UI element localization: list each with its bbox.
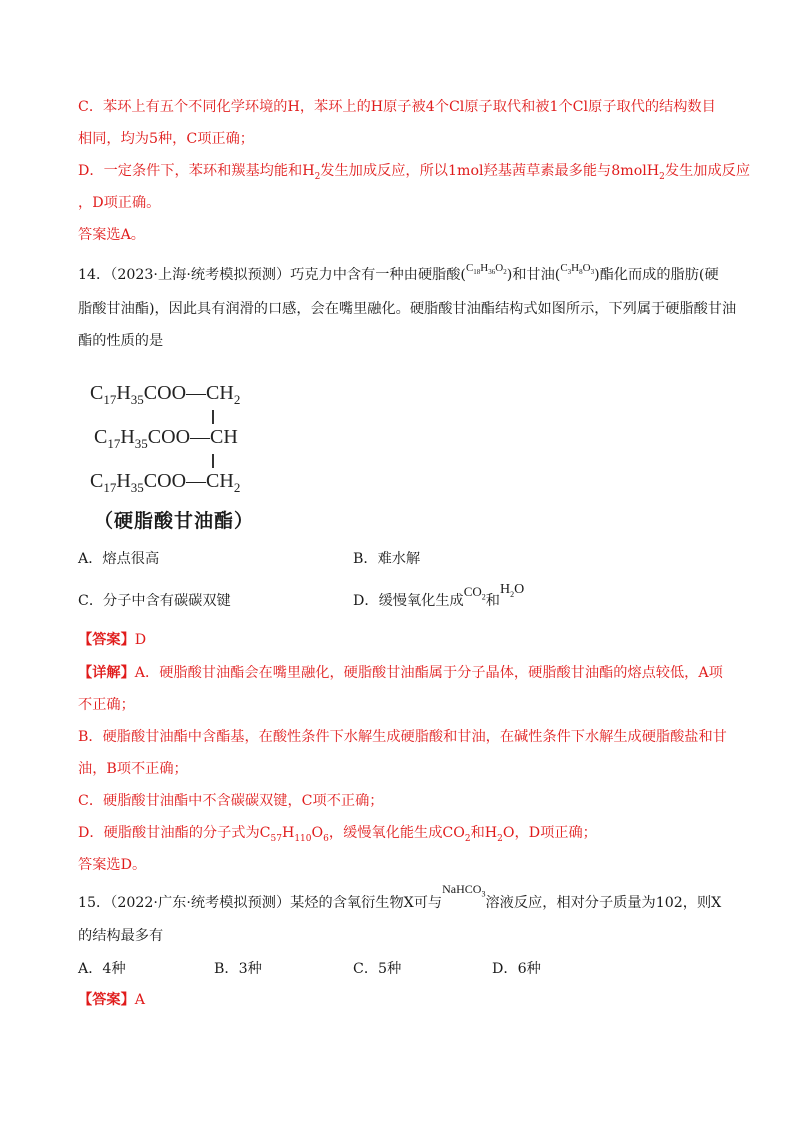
q15-option-b[interactable]: B．3种 xyxy=(214,961,262,977)
q14-option-b[interactable]: B．难水解 xyxy=(353,551,421,567)
prev-c-line1: C．苯环上有五个不同化学环境的H，苯环上的H原子被4个Cl原子取代和被1个Cl原子取代的结构数目 xyxy=(78,99,716,115)
glycerol-formula: $C_3H_8O_3$ xyxy=(560,262,595,277)
bond-line-2 xyxy=(212,454,214,468)
prev-d-line1: D．一定条件下，苯环和羰基均能和$H_2$发生加成反应，所以1mol羟基茜草素最多能与8molH$_2$发生加成反应 xyxy=(78,163,751,182)
h2o-formula: $H_2O$ xyxy=(499,582,525,599)
structure-row-3: $C_{17}H_{35}COO—CH_2$ xyxy=(90,470,241,495)
nahco3-formula: NaHCO3 xyxy=(442,882,486,899)
q14-line3: 酯的性质的是 xyxy=(78,333,164,349)
q15-line1: 15．（2022·广东·统考模拟预测）某烃的含氧衍生物X可与$^{NaHCO_3}$溶液反应，相对分子质量为102，则X xyxy=(78,882,722,911)
q14-detail-a2: 不正确； xyxy=(78,697,135,713)
structure-caption: （硬脂酸甘油酯） xyxy=(94,510,255,532)
prev-answer: 答案选A。 xyxy=(78,227,145,243)
q15-line2: 的结构最多有 xyxy=(78,928,164,944)
q14-line1: 14．（2023·上海·统考模拟预测）巧克力中含有一种由硬脂酸$(C_{18}H_{36}O_2)$和甘油$(C_3H_8O_3)$酯化而成的脂肪(硬 xyxy=(78,265,719,290)
q14-detail-b2: 油，B项不正确； xyxy=(78,761,188,777)
q14-option-c[interactable]: C．分子中含有碳碳双键 xyxy=(78,593,231,609)
structure-row-2: $C_{17}H_{35}COO—CH$ xyxy=(94,426,238,451)
co2-formula: $CO_2$ xyxy=(463,584,486,602)
q14-detail-c: C．硬脂酸甘油酯中不含碳碳双键，C项不正确； xyxy=(78,793,384,809)
q14-detail-b1: B．硬脂酸甘油酯中含酯基，在酸性条件下水解生成硬脂酸和甘油，在碱性条件下水解生成硬脂酸盐和甘 xyxy=(78,729,727,745)
q14-detail-a1: 【详解】A．硬脂酸甘油酯会在嘴里融化，硬脂酸甘油酯属于分子晶体，硬脂酸甘油酯的熔点较低，A项 xyxy=(78,665,723,681)
q14-line2: 脂酸甘油酯)，因此具有润滑的口感，会在嘴里融化。硬脂酸甘油酯结构式如图所示，下列属于硬脂酸甘油 xyxy=(78,301,737,317)
structure-row-1: $C_{17}H_{35}COO—CH_2$ xyxy=(90,382,241,407)
q14-option-a[interactable]: A．熔点很高 xyxy=(78,551,160,567)
q14-final-answer: 答案选D。 xyxy=(78,857,147,873)
q15-option-c[interactable]: C．5种 xyxy=(353,961,402,977)
bond-line-1 xyxy=(212,410,214,424)
prev-d-line2: ，D项正确。 xyxy=(78,195,161,211)
q15-answer: 【答案】A xyxy=(78,992,146,1008)
q14-answer: 【答案】D xyxy=(78,632,147,648)
q14-option-d[interactable]: D．缓慢氧化生成$CO_2$和$H_2O$ xyxy=(353,582,525,609)
q14-detail-d: D．硬脂酸甘油酯的分子式为$C_{57}H_{110}O_6$，缓慢氧化能生成$CO_2$和$H_2O$，D项正确； xyxy=(78,825,597,844)
stearic-acid-formula: $C_{18}H_{36}O_2$ xyxy=(465,262,507,277)
q15-option-a[interactable]: A．4种 xyxy=(78,961,126,977)
prev-c-line2: 相同，均为5种，C项正确； xyxy=(78,131,254,147)
q15-option-d[interactable]: D．6种 xyxy=(492,961,541,977)
